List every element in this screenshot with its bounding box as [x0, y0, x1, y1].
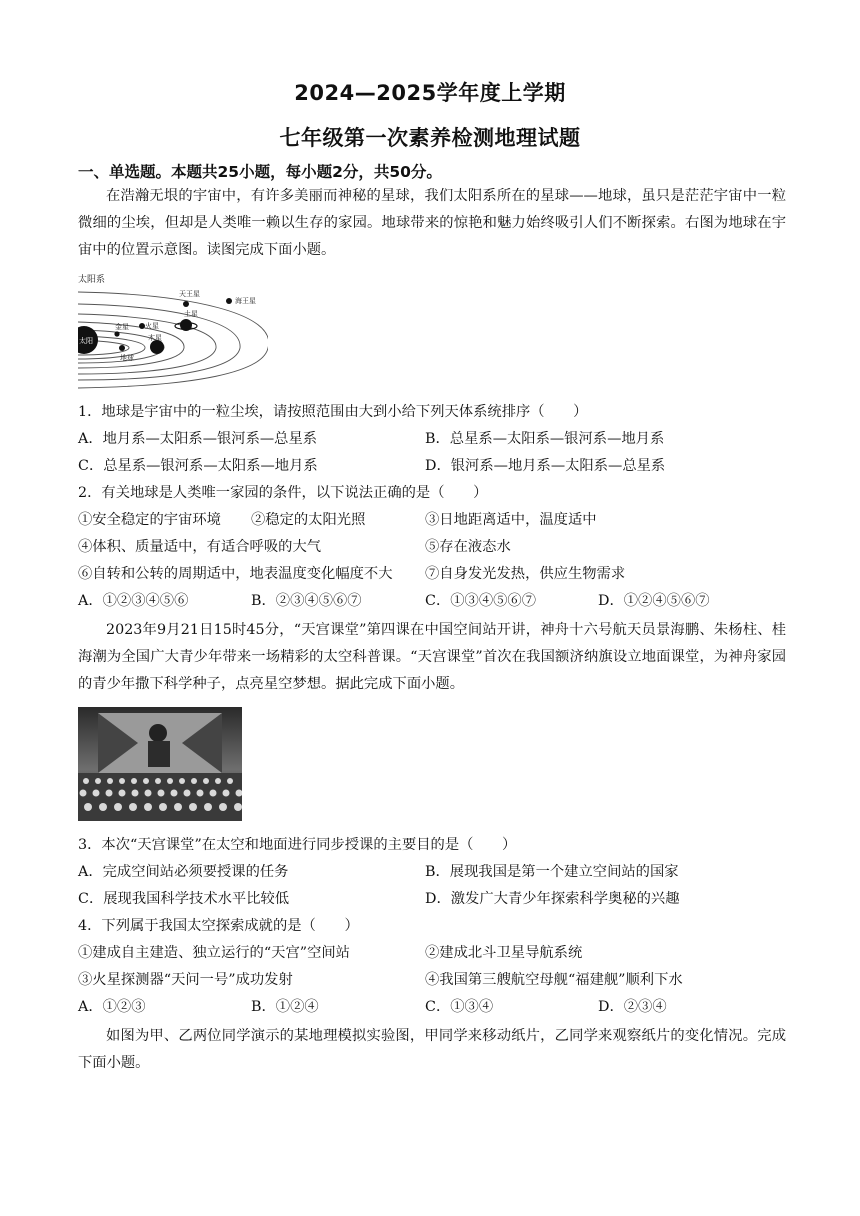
q2-statement-4: ④体积、质量适中，有适合呼吸的大气	[78, 539, 322, 555]
q3-option-c: C．展现我国科学技术水平比较低	[78, 891, 290, 907]
q4-statement-1: ①建成自主建造、独立运行的“天宫”空间站	[78, 945, 350, 961]
q2-statement-5: ⑤存在液态水	[425, 539, 511, 555]
q4-option-d: D．②③④	[598, 999, 667, 1015]
q4-statement-4: ④我国第三艘航空母舰“福建舰”顺利下水	[425, 972, 683, 988]
label-mars: 火星	[145, 322, 159, 330]
q2-statement-3: ③日地距离适中，温度适中	[425, 512, 597, 528]
label-jupiter: 木星	[148, 334, 162, 342]
q4-stem: 4．下列属于我国太空探索成就的是（ ）	[78, 918, 359, 934]
label-saturn: 土星	[184, 310, 198, 318]
q1-option-c: C．总星系—银河系—太阳系—地月系	[78, 458, 318, 474]
q2-option-b: B．②③④⑤⑥⑦	[251, 593, 362, 609]
label-venus: 金星	[115, 323, 129, 331]
q2-stem: 2．有关地球是人类唯一家园的条件，以下说法正确的是（ ）	[78, 485, 488, 501]
solar-system-figure	[78, 268, 268, 392]
intro-paragraph-1: 在浩瀚无垠的宇宙中，有许多美丽而神秘的星球，我们太阳系所在的星球——地球，虽只是茫茫宇宙中一粒微细的尘埃，但却是人类唯一赖以生存的家园。地球带来的惊艳和魅力始终吸引人们不断探索。右图为地球在宇宙中的位置示意图。读图完成下面小题。	[78, 188, 786, 258]
q2-statement-1: ①安全稳定的宇宙环境	[78, 512, 221, 528]
q2-option-d: D．①②④⑤⑥⑦	[598, 593, 710, 609]
q1-option-a: A．地月系—太阳系—银河系—总星系	[78, 431, 318, 447]
exam-title-line2: 七年级第一次素养检测地理试题	[279, 126, 581, 150]
q4-option-c: C．①③④	[425, 999, 494, 1015]
exam-title-line1: 2024—2025学年度上学期	[294, 81, 566, 105]
q4-statement-3: ③火星探测器“天问一号”成功发射	[78, 972, 293, 988]
q4-statement-2: ②建成北斗卫星导航系统	[425, 945, 583, 961]
label-uranus: 天王星	[179, 290, 200, 298]
intro-paragraph-3: 如图为甲、乙两位同学演示的某地理模拟实验图，甲同学来移动纸片，乙同学来观察纸片的变化情况。完成下面小题。	[78, 1028, 786, 1071]
q1-option-b: B．总星系—太阳系—银河系—地月系	[425, 431, 665, 447]
q2-option-a: A．①②③④⑤⑥	[78, 593, 189, 609]
q2-statement-6: ⑥自转和公转的周期适中，地表温度变化幅度不大	[78, 566, 393, 582]
q4-option-a: A．①②③	[78, 999, 146, 1015]
q1-stem: 1．地球是宇宙中的一粒尘埃，请按照范围由大到小给下列天体系统排序（ ）	[78, 404, 588, 420]
label-earth: 地球	[120, 354, 134, 362]
q3-option-b: B．展现我国是第一个建立空间站的国家	[425, 864, 679, 880]
q2-statement-7: ⑦自身发光发热，供应生物需求	[425, 566, 626, 582]
label-neptune: 海王星	[235, 297, 256, 305]
q3-stem: 3．本次“天宫课堂”在太空和地面进行同步授课的主要目的是（ ）	[78, 837, 517, 853]
q2-option-c: C．①③④⑤⑥⑦	[425, 593, 537, 609]
section-heading: 一、单选题。本题共25小题，每小题2分，共50分。	[78, 163, 442, 181]
label-solar-system: 太阳系	[78, 275, 106, 285]
q3-option-d: D．激发广大青少年探索科学奥秘的兴趣	[425, 891, 680, 907]
label-sun: 太阳	[79, 337, 93, 345]
q4-option-b: B．①②④	[251, 999, 319, 1015]
q2-statement-2: ②稳定的太阳光照	[251, 512, 366, 528]
tiangong-classroom-photo	[78, 707, 242, 821]
q3-option-a: A．完成空间站必须要授课的任务	[78, 864, 289, 880]
q1-option-d: D．银河系—地月系—太阳系—总星系	[425, 458, 666, 474]
intro-paragraph-2: 2023年9月21日15时45分，“天宫课堂”第四课在中国空间站开讲，神舟十六号航天员景海鹏、朱杨柱、桂海潮为全国广大青少年带来一场精彩的太空科普课。“天宫课堂”首次在我国额济纳旗设立地面课堂，为神舟家园的青少年撒下科学种子，点亮星空梦想。据此完成下面小题。	[78, 622, 786, 692]
